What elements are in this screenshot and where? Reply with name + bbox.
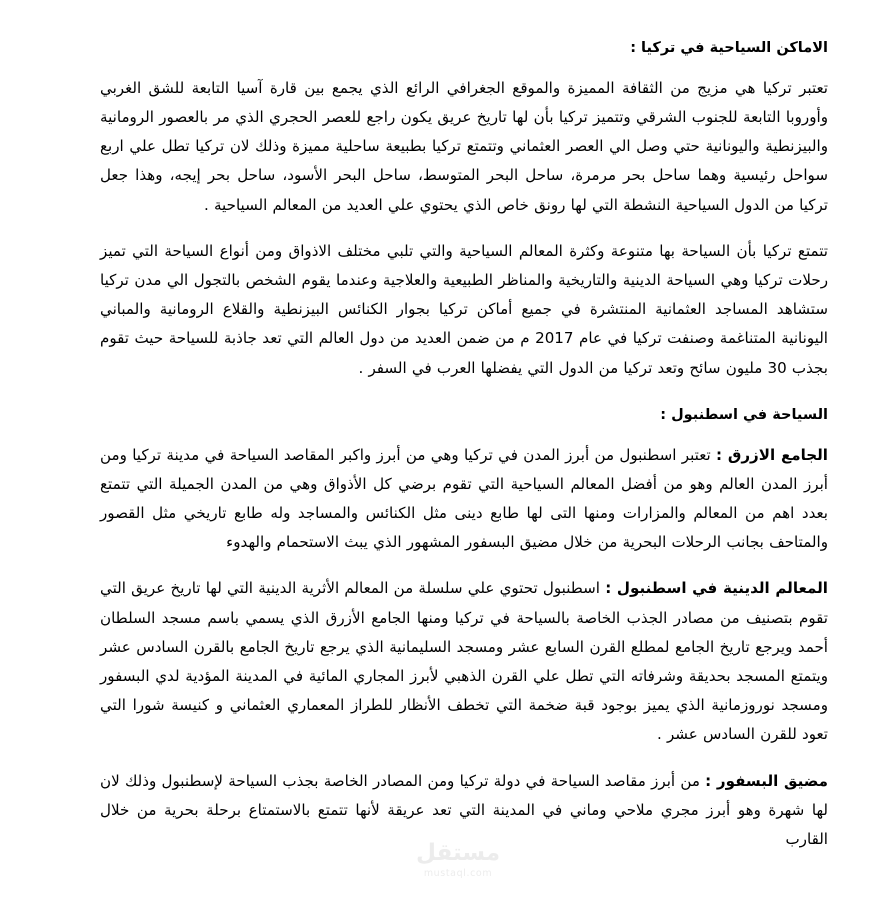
- paragraph-text: تتمتع تركيا بأن السياحة بها متنوعة وكثرة المعالم السياحية والتي تلبي مختلف الاذواق ومن أنواع السياحة التي تميز رحلات تركيا وهي السياحة الدينية والتاريخية والمناظر الطبيعية والعلاجية وعندما يقوم الشخص بالتجول الي مدن تركيا ستشاهد المساجد العثمانية المنتشرة في جميع أماكن تركيا بجوار الكنائس البيزنطية والقلاع الرومانية والمباني اليونانية المتناغمة وصنفت تركيا في عام 2017 م من ضمن العديد من دول العالم التي تعد جاذبة للسياحة حيث تقوم بجذب 30 مليون سائح وتعد تركيا من الدول التي يفضلها العرب في السفر .: [100, 241, 828, 377]
- section-heading-tourism-istanbul: السياحة في اسطنبول :: [660, 406, 828, 423]
- paragraph-bosphorus-strait: [100, 767, 828, 855]
- paragraph-text: تعتبر اسطنبول من أبرز المدن في تركيا وهي من أبرز واكبر المقاصد السياحة في مدينة تركيا ومن أبرز المدن العالم وهو من أفضل المعالم السياحية التي تقوم برضي كل الأذواق وهي من المدن الجميلة التي تتمتع بعدد اهم من المعالم والمزارات ومنها التى لها طابع دينى مثل الكنائس والمساجد وله طابع تاريخي مثل القصور والمتاحف بجانب الرحلات البحرية من خلال مضيق البسفور المشهور الذي يبث الاستحمام والهدوء: [100, 445, 828, 552]
- paragraph-text: اسطنبول تحتوي علي سلسلة من المعالم الأثرية الدينية التي لها تاريخ عريق التي تقوم بتصنيف من مصادر الجذب الخاصة بالسياحة في تركيا ومنها الجامع الأزرق الذي يسمي باسم مسجد السلطان أحمد ويرجع تاريخ الجامع لمطلع القرن السابع عشر ومسجد السليمانية الذي يرجع تاريخ الجامع بالقرن السادس عشر ويتمتع المسجد بحديقة وشرفاته التي تطل علي القرن الذهبي لأبرز المجاري المائية في المدينة المؤدية لدي البسفور ومسجد نوروزمانية الذي يميز بوجود قبة ضخمة التي تخطف الأنظار للطراز المعماري العثماني و كنيسة شورا التي تعود للقرن السادس عشر .: [100, 579, 828, 744]
- lead-term-bosphorus-strait: مضيق البسفور :: [705, 771, 828, 790]
- paragraph-turkey-tourism-types: [100, 237, 828, 383]
- watermark-url: mustaql.com: [423, 867, 493, 879]
- paragraph-religious-landmarks: [100, 574, 828, 749]
- watermark-word: مستقل: [415, 839, 501, 866]
- lead-term-blue-mosque: الجامع الازرق :: [716, 445, 828, 464]
- paragraph-turkey-intro: [100, 74, 828, 220]
- section-heading-tourist-places-turkey: الاماكن السياحية في تركيا :: [630, 40, 828, 56]
- paragraph-text: من أبرز مقاصد السياحة في دولة تركيا ومن المصادر الخاصة بجذب السياحة لإسطنبول وذلك لان لها شهرة وهو أبرز مجري ملاحي وماني في المدينة التي تعد عريقة لأنها تتمتع بالاستمتاع برحلة بحرية من خلال القارب: [100, 771, 828, 848]
- paragraph-blue-mosque: [100, 441, 828, 558]
- document-body: [100, 38, 828, 854]
- paragraph-text: تعتبر تركيا هي مزيج من الثقافة المميزة والموقع الجغرافي الرائع الذي يجمع بين قارة آسيا التابعة للشق الغربي وأوروبا التابعة للجنوب الشرقي وتتميز تركيا بأن لها تاريخ عريق يكون راجع للعصر الحجري الذي مر بالعصور الرومانية والبيزنطية واليونانية حتي وصل الي العصر العثماني وتتمتع تركيا بطبيعة ساحلية مميزة وذلك لان تركيا تطل علي اربع سواحل رئيسية وهما ساحل بحر مرمرة، ساحل البحر المتوسط، ساحل البحر الأسود، ساحل بحر إيجه، وهذا جعل تركيا من الدول السياحية النشطة التي لها رونق خاص الذي يحتوي علي العديد من المعالم السياحية .: [100, 78, 828, 214]
- lead-term-religious-landmarks: المعالم الدينية في اسطنبول :: [605, 579, 828, 598]
